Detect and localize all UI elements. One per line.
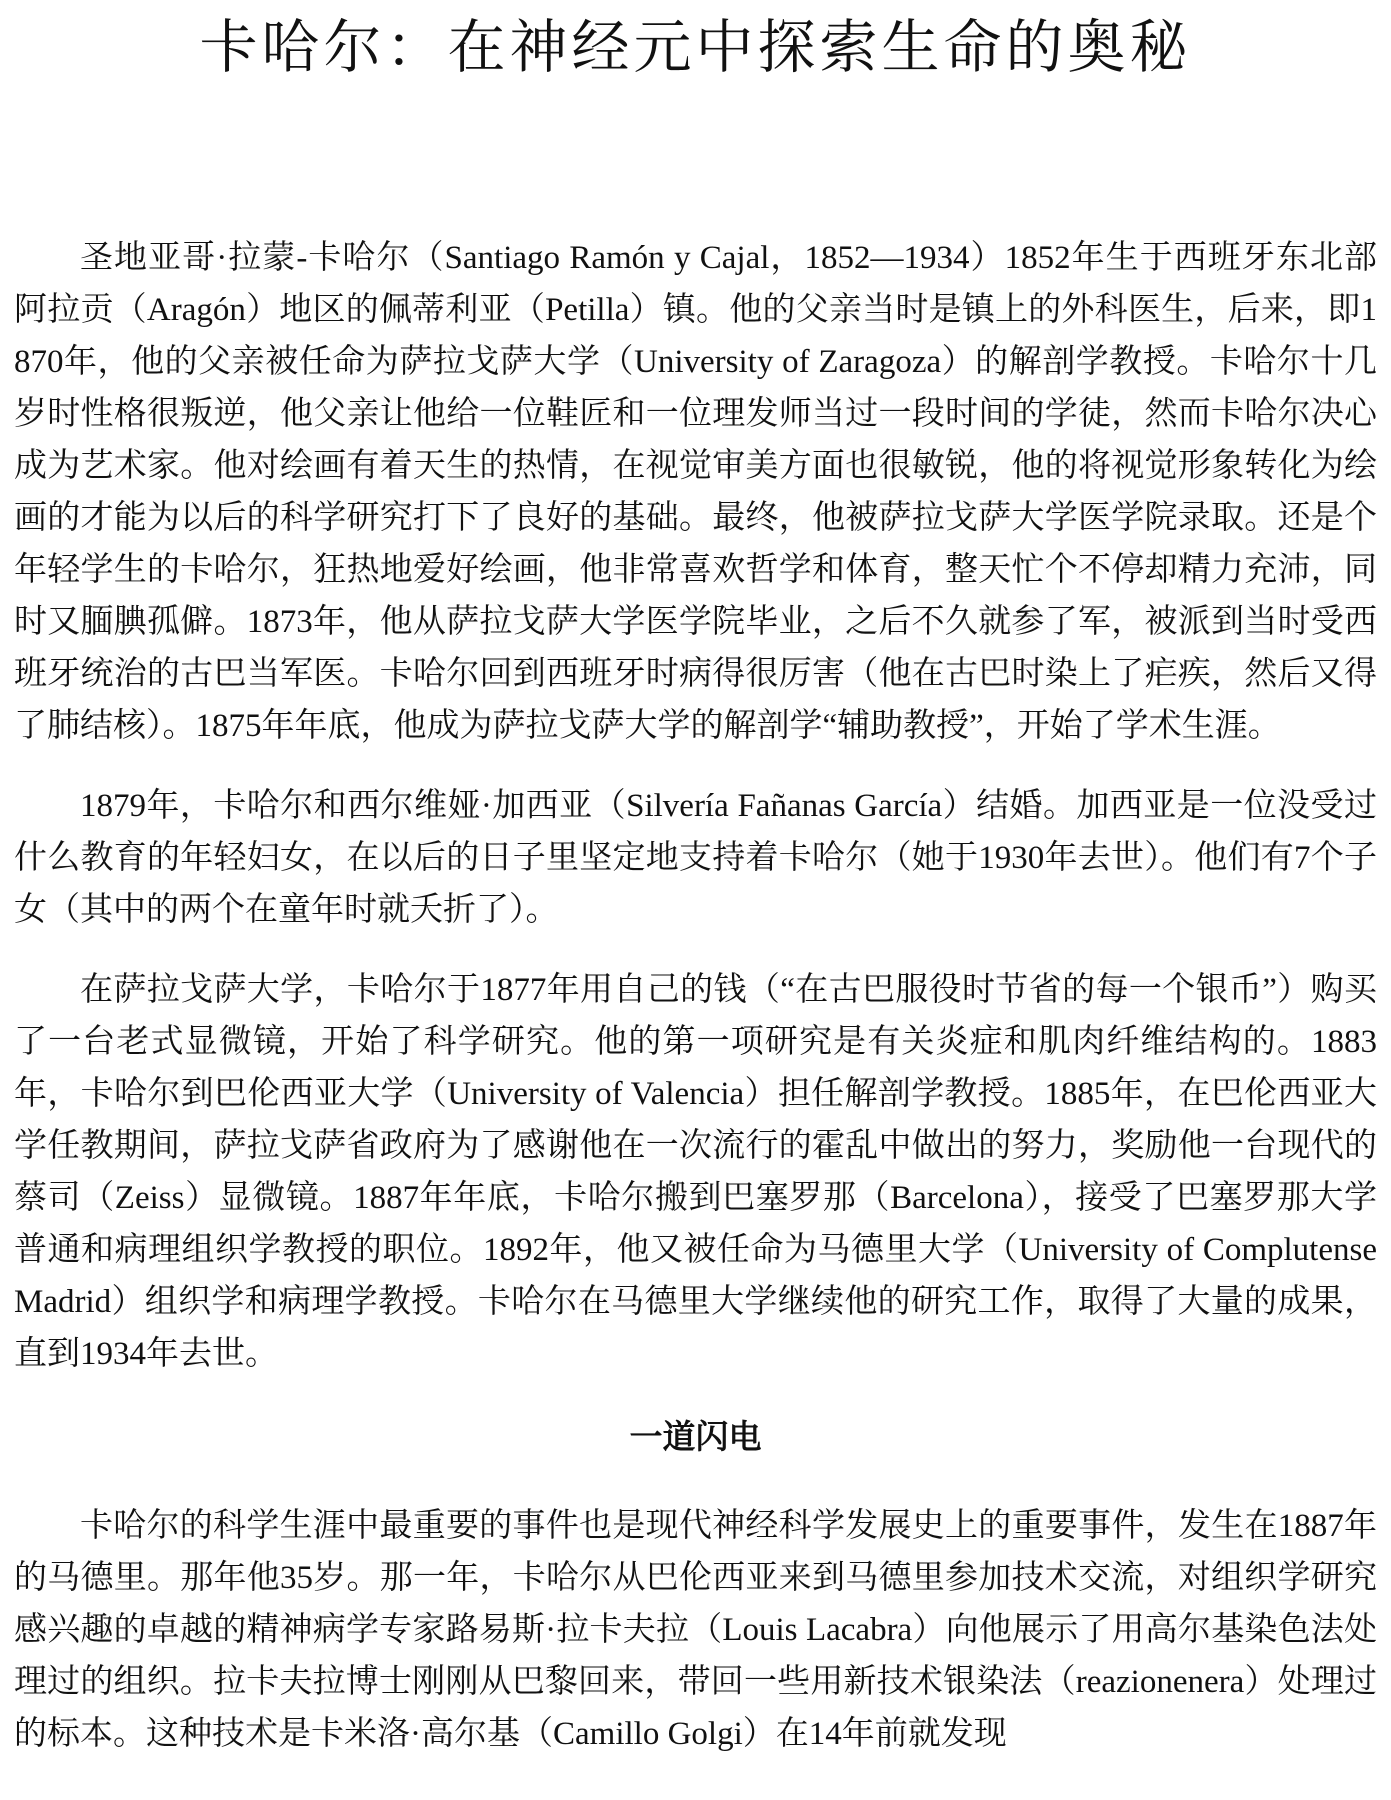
paragraph-marriage: 1879年，卡哈尔和西尔维娅·加西亚（Silvería Fañanas García）结婚。加西亚是一位没受过什么教育的年轻妇女，在以后的日子里坚定地支持着卡哈尔（她于1930年去世）。他们有7个子女（其中的两个在童年时就夭折了）。 <box>14 787 1377 928</box>
paragraph-turning-point: 卡哈尔的科学生涯中最重要的事件也是现代神经科学发展史上的重要事件，发生在1887年的马德里。那年他35岁。那一年，卡哈尔从巴伦西亚来到马德里参加技术交流，对组织学研究感兴趣的卓越的精神病学专家路易斯·拉卡夫拉（Louis Lacabra）向他展示了用高尔基染色法处理过的组织。拉卡夫拉博士刚刚从巴黎回来，带回一些用新技术银染法（reazionenera）处理过的标本。这种技术是卡米洛·高尔基（Camillo Golgi）在14年前就发现 <box>14 1507 1377 1752</box>
paragraph-career: 在萨拉戈萨大学，卡哈尔于1877年用自己的钱（“在古巴服役时节省的每一个银币”）购买了一台老式显微镜，开始了科学研究。他的第一项研究是有关炎症和肌肉纤维结构的。1883年，卡哈尔到巴伦西亚大学（University of Valencia）担任解剖学教授。1885年，在巴伦西亚大学任教期间，萨拉戈萨省政府为了感谢他在一次流行的霍乱中做出的努力，奖励他一台现代的蔡司（Zeiss）显微镜。1887年年底，卡哈尔搬到巴塞罗那（Barcelona），接受了巴塞罗那大学普通和病理组织学教授的职位。1892年，他又被任命为马德里大学（University of Complutense Madrid）组织学和病理学教授。卡哈尔在马德里大学继续他的研究工作，取得了大量的成果，直到1934年去世。 <box>14 971 1377 1372</box>
paragraph-early-life: 圣地亚哥·拉蒙-卡哈尔（Santiago Ramón y Cajal，1852—1934）1852年生于西班牙东北部阿拉贡（Aragón）地区的佩蒂利亚（Petilla）镇。他的父亲当时是镇上的外科医生，后来，即1870年，他的父亲被任命为萨拉戈萨大学（University of Zaragoza）的解剖学教授。卡哈尔十几岁时性格很叛逆，他父亲让他给一位鞋匠和一位理发师当过一段时间的学徒，然而卡哈尔决心成为艺术家。他对绘画有着天生的热情，在视觉审美方面也很敏锐，他的将视觉形象转化为绘画的才能为以后的科学研究打下了良好的基础。最终，他被萨拉戈萨大学医学院录取。还是个年轻学生的卡哈尔，狂热地爱好绘画，他非常喜欢哲学和体育，整天忙个不停却精力充沛，同时又腼腆孤僻。1873年，他从萨拉戈萨大学医学院毕业，之后不久就参了军，被派到当时受西班牙统治的古巴当军医。卡哈尔回到西班牙时病得很厉害（他在古巴时染上了疟疾，然后又得了肺结核）。1875年年底，他成为萨拉戈萨大学的解剖学“辅助教授”，开始了学术生涯。 <box>14 239 1377 744</box>
page-title: 卡哈尔：在神经元中探索生命的奥秘 <box>199 15 1192 80</box>
section-heading: 一道闪电 <box>629 1419 762 1456</box>
